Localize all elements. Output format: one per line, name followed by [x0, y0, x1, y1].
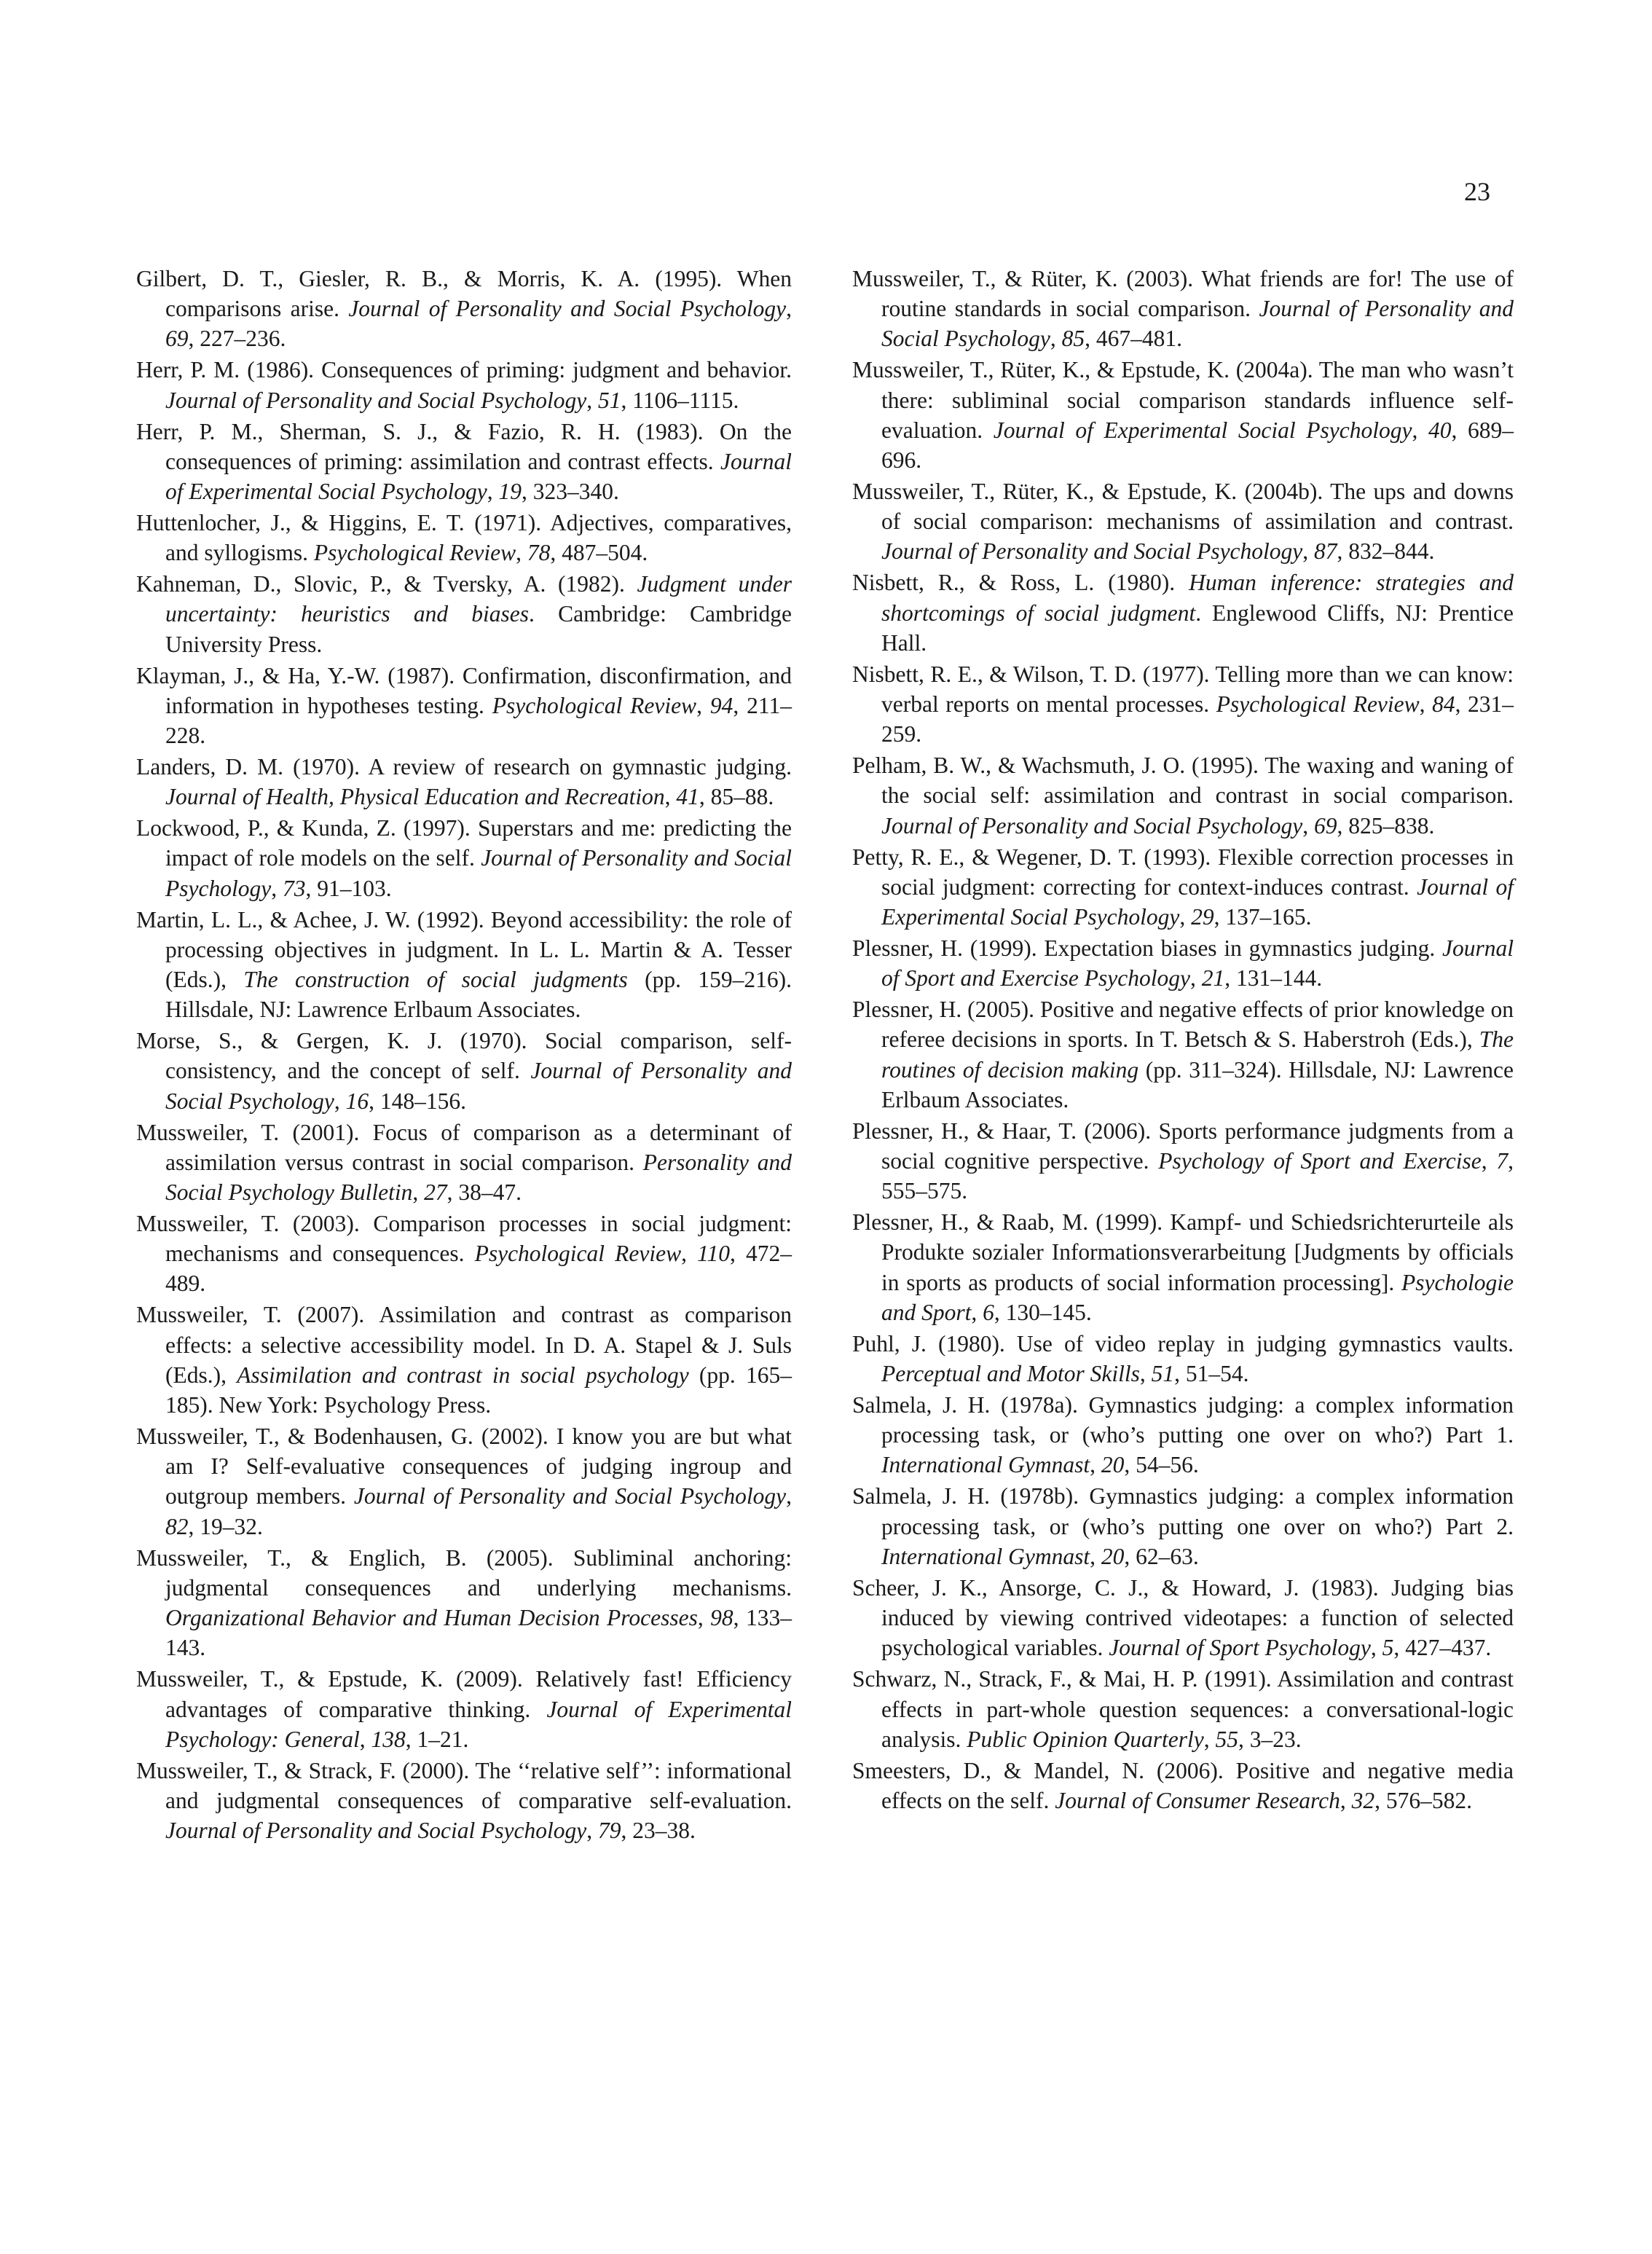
reference-text-segment: Mussweiler, T. (2003). Comparison processes in social judgment: mechanisms and consequences.	[136, 1211, 792, 1267]
reference-italic-segment: Journal of Personality and Social Psychology	[165, 387, 587, 413]
reference-text-segment: ,	[697, 1605, 711, 1631]
reference-text-segment: , 23–38.	[621, 1818, 696, 1844]
reference-text-segment: , 54–56.	[1124, 1452, 1199, 1478]
references-left-column	[136, 264, 792, 1847]
reference-italic-segment: Journal of Experimental Social Psychology	[881, 873, 1514, 930]
reference-italic-segment: 84	[1432, 691, 1455, 718]
reference-italic-segment: 138	[371, 1726, 406, 1752]
reference-italic-segment: 51	[1151, 1361, 1175, 1387]
reference-text-segment: ,	[1139, 1361, 1152, 1387]
reference-text-segment: , 51–54.	[1174, 1361, 1249, 1387]
reference-entry	[136, 905, 792, 1025]
reference-italic-segment: 21	[1201, 965, 1225, 991]
reference-text-segment: Plessner, H., & Haar, T. (2006). Sports performance judgments from a social cognitive perspective.	[852, 1118, 1514, 1174]
reference-text-segment: , 487–504.	[550, 540, 648, 566]
reference-text-segment: ,	[412, 1179, 425, 1206]
reference-entry	[136, 1756, 792, 1846]
reference-text-segment: ,	[971, 1299, 983, 1325]
reference-text-segment: , 323–340.	[522, 479, 619, 505]
reference-entry	[852, 1756, 1514, 1815]
reference-text-segment: , 427–437.	[1393, 1635, 1492, 1661]
reference-italic-segment: 69	[1314, 812, 1337, 839]
reference-italic-segment: Psychological Review	[474, 1241, 682, 1267]
reference-entry	[852, 476, 1514, 567]
reference-text-segment: ,	[1179, 904, 1192, 930]
reference-italic-segment: 82	[165, 1513, 189, 1539]
reference-text-segment: (pp. 165–185). New York: Psychology Press.	[165, 1362, 792, 1418]
reference-text-segment: , 1–21.	[405, 1726, 469, 1752]
reference-entry	[136, 1664, 792, 1754]
reference-text-segment: ,	[586, 387, 599, 413]
reference-italic-segment: Psychological Review	[1216, 691, 1420, 718]
reference-italic-segment: Journal of Experimental Social Psychology	[993, 417, 1412, 443]
reference-text-segment: Plessner, H. (2005). Positive and negative effects of prior knowledge on referee decisions in sports. In T. Betsch & S. Haberstroh (Eds.),	[852, 997, 1514, 1053]
reference-text-segment: ,	[487, 479, 499, 505]
reference-italic-segment: Journal of Health, Physical Education and Recreation	[165, 784, 665, 810]
reference-italic-segment: 94	[709, 692, 733, 718]
reference-text-segment: Mussweiler, T., & Rüter, K. (2003). What friends are for! The use of routine standards in social comparison.	[852, 266, 1514, 322]
reference-text-segment: ,	[1419, 691, 1433, 718]
reference-text-segment: Mussweiler, T., & Bodenhausen, G. (2002). I know you are but what am I? Self-evaluative consequences of judging ingroup and outgroup members.	[136, 1424, 792, 1509]
reference-text-segment: ,	[664, 784, 677, 810]
reference-italic-segment: Journal of Experimental Psychology: General	[165, 1696, 792, 1752]
reference-text-segment: Salmela, J. H. (1978a). Gymnastics judging: a complex information processing task, or (who’s putting one over on who?) Part 1.	[852, 1392, 1514, 1448]
reference-text-segment: , 825–838.	[1337, 812, 1435, 839]
reference-text-segment: Mussweiler, T. (2001). Focus of comparison as a determinant of assimilation versus contrast in social comparison.	[136, 1119, 792, 1175]
reference-entry	[136, 355, 792, 415]
reference-italic-segment: Journal of Personality and Social Psychology	[165, 1058, 792, 1114]
reference-italic-segment: International Gymnast	[881, 1543, 1090, 1569]
reference-entry	[852, 842, 1514, 932]
reference-entry	[852, 1329, 1514, 1389]
reference-italic-segment: Public Opinion Quarterly	[967, 1726, 1204, 1752]
reference-entry	[852, 750, 1514, 841]
reference-italic-segment: The routines of decision making	[881, 1026, 1514, 1083]
reference-italic-segment: Journal of Personality and Social Psychology	[165, 1818, 587, 1844]
reference-text-segment: , 472–489.	[165, 1241, 792, 1297]
reference-text-segment: Mussweiler, T., & Strack, F. (2000). The ‘‘relative self’’: informational and judgmental consequences of comparative self-evaluation.	[136, 1757, 792, 1813]
reference-entry	[136, 417, 792, 507]
reference-italic-segment: Journal of Personality and Social Psychology	[165, 845, 792, 901]
reference-text-segment: , 227–236.	[188, 326, 286, 352]
reference-text-segment: Schwarz, N., Strack, F., & Mai, H. P. (1991). Assimilation and contrast effects in part-whole question sequences: a conversational-logic analysis.	[852, 1666, 1514, 1752]
reference-text-segment: . Englewood Cliffs, NJ: Prentice Hall.	[881, 600, 1514, 656]
reference-entry	[136, 1421, 792, 1542]
reference-text-segment: , 133–143.	[165, 1605, 792, 1661]
reference-italic-segment: 110	[697, 1241, 731, 1267]
reference-text-segment: , 38–47.	[447, 1179, 522, 1206]
reference-italic-segment: Perceptual and Motor Skills	[881, 1361, 1140, 1387]
reference-italic-segment: Journal of Sport Psychology	[1109, 1635, 1371, 1661]
reference-text-segment: Mussweiler, T., & Epstude, K. (2009). Relatively fast! Efficiency advantages of comparative thinking.	[136, 1666, 792, 1722]
reference-entry	[852, 1481, 1514, 1571]
reference-italic-segment: 7	[1496, 1148, 1509, 1174]
reference-text-segment: ,	[1302, 538, 1315, 565]
reference-text-segment: Lockwood, P., & Kunda, Z. (1997). Superstars and me: predicting the impact of role models on the self.	[136, 815, 792, 871]
reference-text-segment: , 1106–1115.	[621, 387, 739, 413]
reference-italic-segment: 27	[424, 1179, 447, 1206]
reference-text-segment: Nisbett, R., & Ross, L. (1980).	[852, 570, 1189, 596]
reference-text-segment: ,	[786, 1483, 792, 1509]
reference-italic-segment: Psychology of Sport and Exercise	[1158, 1148, 1482, 1174]
reference-italic-segment: Psychologie and Sport	[881, 1269, 1514, 1325]
reference-italic-segment: 85	[1061, 326, 1085, 352]
reference-text-segment: , 85–88.	[699, 784, 774, 810]
reference-text-segment: , 148–156.	[369, 1088, 466, 1114]
reference-italic-segment: 19	[498, 479, 522, 505]
reference-entry	[852, 264, 1514, 354]
reference-text-segment: ,	[696, 692, 710, 718]
reference-text-segment: ,	[271, 875, 283, 901]
reference-text-segment: Nisbett, R. E., & Wilson, T. D. (1977). Telling more than we can know: verbal reports on mental processes.	[852, 661, 1514, 718]
reference-italic-segment: Judgment under uncertainty: heuristics and biases	[165, 571, 792, 627]
reference-entry	[136, 813, 792, 903]
reference-text-segment: Klayman, J., & Ha, Y.-W. (1987). Confirmation, disconfirmation, and information in hypotheses testing.	[136, 662, 792, 718]
reference-text-segment: ,	[1050, 326, 1062, 352]
reference-text-segment: ,	[359, 1726, 371, 1752]
reference-text-segment: Kahneman, D., Slovic, P., & Tversky, A. (1982).	[136, 571, 637, 597]
reference-text-segment: Puhl, J. (1980). Use of video replay in judging gymnastics vaults.	[852, 1330, 1514, 1356]
reference-text-segment: ,	[1340, 1787, 1352, 1813]
reference-text-segment: (pp. 159–216). Hillsdale, NJ: Lawrence Erlbaum Associates.	[165, 967, 792, 1023]
reference-italic-segment: International Gymnast	[881, 1452, 1090, 1478]
reference-italic-segment: 20	[1101, 1543, 1125, 1569]
references-right-column	[852, 264, 1514, 1817]
reference-entry	[136, 1300, 792, 1420]
reference-text-segment: Petty, R. E., & Wegener, D. T. (1993). Flexible correction processes in social judgment: correcting for context-induces contrast.	[852, 844, 1514, 900]
reference-text-segment: ,	[1481, 1148, 1497, 1174]
reference-text-segment: Huttenlocher, J., & Higgins, E. T. (1971). Adjectives, comparatives, and syllogisms.	[136, 510, 792, 566]
reference-entry	[852, 1664, 1514, 1754]
reference-italic-segment: Organizational Behavior and Human Decision Processes	[165, 1605, 698, 1631]
reference-entry	[136, 752, 792, 812]
reference-text-segment: Martin, L. L., & Achee, J. W. (1992). Beyond accessibility: the role of processing objectives in judgment. In L. L. Martin & A. Tesser (Eds.),	[136, 906, 792, 993]
reference-entry	[136, 1543, 792, 1663]
reference-italic-segment: Journal of Experimental Social Psychology	[165, 448, 792, 505]
reference-text-segment: , 555–575.	[881, 1148, 1514, 1204]
reference-italic-segment: Journal of Personality and Social Psychology	[348, 296, 787, 322]
reference-entry	[136, 661, 792, 751]
reference-text-segment: Mussweiler, T. (2007). Assimilation and contrast as comparison effects: a selective accessibility model. In D. A. Stapel & J. Suls (Eds.),	[136, 1302, 792, 1388]
reference-italic-segment: 79	[598, 1818, 621, 1844]
reference-entry	[852, 933, 1514, 993]
reference-entry	[136, 1026, 792, 1116]
reference-text-segment: Scheer, J. K., Ansorge, C. J., & Howard, J. (1983). Judging bias induced by viewing contrived videotapes: a function of selected psychological variables.	[852, 1574, 1514, 1661]
reference-text-segment: , 832–844.	[1337, 538, 1435, 565]
reference-text-segment: , 131–144.	[1224, 965, 1323, 991]
reference-italic-segment: Journal of Personality and Social Psychology	[881, 812, 1303, 839]
reference-italic-segment: 5	[1382, 1635, 1394, 1661]
reference-italic-segment: Journal of Sport and Exercise Psychology	[881, 935, 1514, 991]
reference-entry	[136, 1209, 792, 1299]
reference-text-segment: Herr, P. M., Sherman, S. J., & Fazio, R. H. (1983). On the consequences of priming: assimilation and contrast effects.	[136, 418, 792, 474]
reference-text-segment: , 137–165.	[1214, 904, 1312, 930]
reference-text-segment: ,	[1370, 1635, 1382, 1661]
reference-text-segment: , 211–228.	[165, 692, 792, 749]
reference-italic-segment: 40	[1428, 417, 1452, 443]
reference-italic-segment: 16	[345, 1088, 369, 1114]
reference-text-segment: Herr, P. M. (1986). Consequences of priming: judgment and behavior.	[136, 357, 792, 383]
reference-text-segment: , 689–696.	[881, 417, 1514, 474]
reference-text-segment: Gilbert, D. T., Giesler, R. B., & Morris, K. A. (1995). When comparisons arise.	[136, 266, 792, 322]
reference-text-segment: ,	[1412, 417, 1428, 443]
reference-text-segment: , 62–63.	[1124, 1543, 1199, 1569]
reference-text-segment: ,	[516, 540, 527, 566]
reference-entry	[852, 1207, 1514, 1327]
reference-text-segment: ,	[1090, 1543, 1101, 1569]
reference-italic-segment: 73	[282, 875, 306, 901]
reference-text-segment: Pelham, B. W., & Wachsmuth, J. O. (1995). The waxing and waning of the social self: assimilation and contrast in social comparison.	[852, 753, 1514, 809]
reference-italic-segment: Human inference: strategies and shortcomings of social judgment	[881, 570, 1514, 626]
reference-text-segment: , 91–103.	[305, 875, 392, 901]
reference-text-segment: Morse, S., & Gergen, K. J. (1970). Social comparison, self-consistency, and the concept of self.	[136, 1028, 792, 1084]
reference-text-segment: , 467–481.	[1085, 326, 1182, 352]
reference-text-segment: ,	[1203, 1726, 1216, 1752]
reference-italic-segment: Psychological Review	[492, 692, 697, 718]
reference-italic-segment: 32	[1351, 1787, 1375, 1813]
reference-entry	[852, 1390, 1514, 1480]
reference-text-segment: Smeesters, D., & Mandel, N. (2006). Positive and negative media effects on the self.	[852, 1757, 1514, 1813]
reference-text-segment: ,	[334, 1088, 346, 1114]
reference-text-segment: , 3–23.	[1238, 1726, 1302, 1752]
reference-text-segment: ,	[681, 1241, 698, 1267]
reference-entry	[852, 659, 1514, 750]
reference-entry	[852, 355, 1514, 475]
reference-italic-segment: Psychological Review	[313, 540, 516, 566]
reference-italic-segment: 55	[1215, 1726, 1238, 1752]
reference-text-segment: ,	[586, 1818, 599, 1844]
page-number: 23	[1464, 177, 1490, 206]
reference-entry	[852, 1116, 1514, 1206]
reference-italic-segment: 69	[165, 326, 189, 352]
reference-text-segment: Mussweiler, T., Rüter, K., & Epstude, K. (2004b). The ups and downs of social comparison: mechanisms of assimilation and contrast.	[852, 479, 1514, 535]
reference-italic-segment: 78	[527, 540, 551, 566]
reference-entry	[136, 569, 792, 659]
reference-text-segment: , 576–582.	[1374, 1787, 1473, 1813]
reference-text-segment: , 231–259.	[881, 691, 1514, 747]
reference-entry	[136, 264, 792, 354]
reference-text-segment: Plessner, H., & Raab, M. (1999). Kampf- und Schiedsrichterurteile als Produkte sozialer Informationsverarbeitung [Judgments by officials in sports as products of social information processing].	[852, 1209, 1514, 1295]
reference-italic-segment: Journal of Personality and Social Psychology	[353, 1483, 787, 1509]
reference-text-segment: ,	[1302, 812, 1315, 839]
reference-entry	[136, 1118, 792, 1208]
reference-text-segment: (pp. 311–324). Hillsdale, NJ: Lawrence Erlbaum Associates.	[881, 1056, 1514, 1112]
reference-entry	[136, 508, 792, 568]
reference-italic-segment: 6	[983, 1299, 994, 1325]
reference-italic-segment: Journal of Personality and Social Psychology	[881, 538, 1303, 565]
reference-italic-segment: Assimilation and contrast in social psychology	[237, 1362, 689, 1388]
reference-italic-segment: 98	[710, 1605, 733, 1631]
reference-italic-segment: Journal of Consumer Research	[1055, 1787, 1340, 1813]
reference-text-segment: ,	[786, 296, 792, 322]
reference-entry	[852, 1573, 1514, 1663]
reference-italic-segment: Personality and Social Psychology Bulletin	[165, 1149, 792, 1206]
reference-text-segment: , 130–145.	[994, 1299, 1092, 1325]
reference-text-segment: Mussweiler, T., & Englich, B. (2005). Subliminal anchoring: judgmental consequences and underlying mechanisms.	[136, 1544, 792, 1601]
reference-entry	[852, 568, 1514, 658]
reference-text-segment: Mussweiler, T., Rüter, K., & Epstude, K. (2004a). The man who wasn’t there: subliminal social comparison standards influence self-evaluation.	[852, 357, 1514, 443]
reference-entry	[852, 994, 1514, 1115]
reference-italic-segment: 51	[598, 387, 621, 413]
reference-text-segment: ,	[1189, 965, 1202, 991]
reference-text-segment: Landers, D. M. (1970). A review of research on gymnastic judging.	[136, 754, 792, 780]
reference-italic-segment: The construction of social judgments	[243, 967, 628, 993]
reference-italic-segment: Journal of Personality and Social Psychology	[881, 296, 1514, 352]
reference-italic-segment: 41	[676, 784, 699, 810]
reference-text-segment: . Cambridge: Cambridge University Press.	[165, 601, 792, 657]
reference-italic-segment: 87	[1314, 538, 1337, 565]
reference-text-segment: Plessner, H. (1999). Expectation biases in gymnastics judging.	[852, 935, 1442, 962]
reference-text-segment: ,	[1090, 1452, 1101, 1478]
reference-italic-segment: 29	[1191, 904, 1214, 930]
reference-text-segment: Salmela, J. H. (1978b). Gymnastics judging: a complex information processing task, or (who’s putting one over on who?) Part 2.	[852, 1483, 1514, 1539]
reference-italic-segment: 20	[1101, 1452, 1125, 1478]
reference-text-segment: , 19–32.	[188, 1513, 263, 1539]
